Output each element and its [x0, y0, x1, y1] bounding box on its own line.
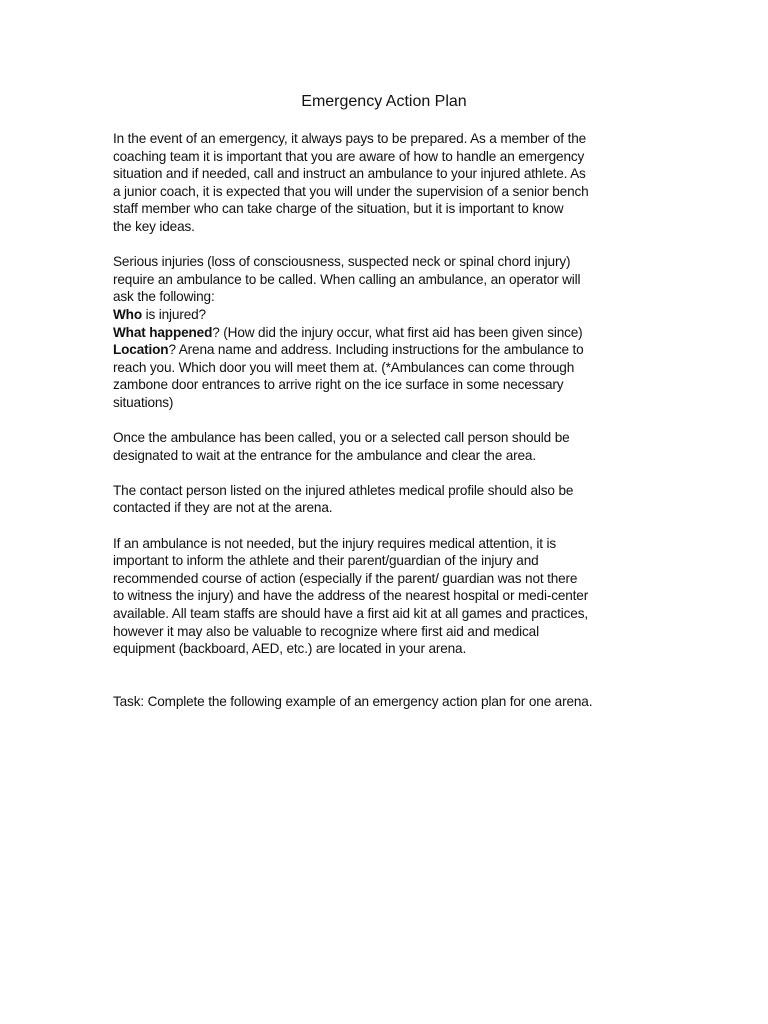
intro-line: a junior coach, it is expected that you will under the supervision of a senior bench — [113, 183, 589, 199]
location-line: zambone door entrances to arrive right on the ice surface in some necessary — [113, 377, 564, 393]
location-line: reach you. Which door you will meet them at. (*Ambulances can come through — [113, 359, 575, 375]
contact-line: contacted if they are not at the arena. — [113, 500, 333, 516]
serious-injuries-paragraph — [113, 253, 658, 411]
serious-line: require an ambulance to be called. When calling an ambulance, an operator will — [113, 271, 581, 287]
once-line: designated to wait at the entrance for the ambulance and clear the area. — [113, 447, 536, 463]
what-label: What happened — [113, 324, 213, 340]
who-question — [113, 306, 658, 324]
location-text: ? Arena name and address. Including instructions for the ambulance to — [168, 342, 584, 358]
task-line: Task: Complete the following example of an emergency action plan for one arena. — [113, 693, 593, 709]
contact-line: The contact person listed on the injured athletes medical profile should also be — [113, 482, 574, 498]
no-ambulance-line: to witness the injury) and have the address of the nearest hospital or medi-center — [113, 588, 589, 604]
who-label: Who — [113, 306, 142, 322]
paragraph-gap — [113, 412, 658, 430]
once-called-paragraph — [113, 429, 658, 464]
no-ambulance-line: If an ambulance is not needed, but the injury requires medical attention, it is — [113, 535, 557, 551]
no-ambulance-line: available. All team staffs are should have a first aid kit at all games and practices, — [113, 606, 588, 622]
what-text: ? (How did the injury occur, what first aid has been given since) — [212, 324, 583, 340]
serious-line: Serious injuries (loss of consciousness, suspected neck or spinal chord injury) — [113, 254, 571, 270]
no-ambulance-line: recommended course of action (especially if the parent/ guardian was not there — [113, 570, 578, 586]
intro-line: situation and if needed, call and instruct an ambulance to your injured athlete. As — [113, 166, 586, 182]
contact-person-paragraph — [113, 482, 658, 517]
paragraph-gap — [113, 236, 658, 254]
page-title: Emergency Action Plan — [301, 93, 467, 110]
intro-line: In the event of an emergency, it always pays to be prepared. As a member of the — [113, 131, 587, 146]
no-ambulance-line: however it may also be valuable to recognize where first aid and medical — [113, 623, 539, 639]
no-ambulance-line: equipment (backboard, AED, etc.) are located in your arena. — [113, 641, 467, 657]
no-ambulance-paragraph — [113, 535, 658, 658]
paragraph-gap — [113, 464, 658, 482]
intro-line: the key ideas. — [113, 218, 195, 234]
location-label: Location — [113, 342, 169, 358]
location-question — [113, 341, 658, 359]
serious-line: ask the following: — [113, 289, 215, 305]
location-line: situations) — [113, 394, 174, 410]
task-paragraph — [113, 693, 658, 711]
once-line: Once the ambulance has been called, you or a selected call person should be — [113, 430, 570, 446]
paragraph-gap — [113, 517, 658, 535]
document-body — [113, 130, 658, 710]
intro-line: staff member who can take charge of the situation, but it is important to know — [113, 201, 564, 217]
what-question — [113, 324, 658, 342]
intro-line: coaching team it is important that you are aware of how to handle an emergency — [113, 148, 585, 164]
intro-paragraph — [113, 130, 658, 236]
who-text: is injured? — [142, 306, 206, 322]
paragraph-gap — [113, 658, 658, 693]
no-ambulance-line: important to inform the athlete and their parent/guardian of the injury and — [113, 553, 539, 569]
